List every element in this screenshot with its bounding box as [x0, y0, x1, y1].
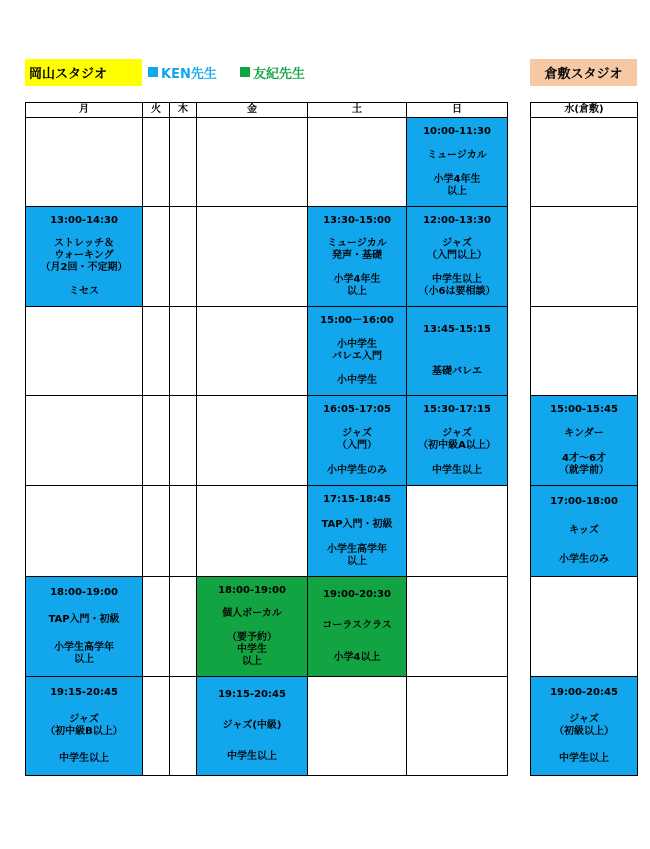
- class-entry: [531, 677, 637, 775]
- class-entry: [26, 577, 142, 676]
- class-time: 13:30-15:00: [323, 214, 391, 226]
- schedule-cell: [26, 307, 143, 396]
- class-target: 中学生以上: [432, 464, 482, 476]
- day-header-thu: 木: [170, 103, 197, 118]
- schedule-cell: [170, 396, 197, 486]
- class-target: 中学生以上: [559, 753, 609, 765]
- schedule-cell: [308, 307, 407, 396]
- schedule-cell: [197, 677, 308, 776]
- class-time: 15:30-17:15: [423, 404, 491, 416]
- schedule-cell: [308, 118, 407, 207]
- schedule-cell: [26, 118, 143, 207]
- kurashiki-row: [531, 118, 638, 207]
- class-name: ジャズ （初中級B以上）: [45, 713, 123, 737]
- class-name: ストレッチ＆ ウォーキング （月2回・不定期）: [40, 238, 128, 274]
- schedule-row: [26, 577, 508, 677]
- schedule-row: [26, 677, 508, 776]
- kurashiki-row: [531, 207, 638, 307]
- kurashiki-cell: [531, 396, 638, 486]
- class-name: キッズ: [569, 524, 599, 536]
- schedule-cell: [143, 577, 170, 677]
- schedule-cell: [170, 207, 197, 307]
- schedule-cell: [407, 677, 508, 776]
- kurashiki-cell: [531, 207, 638, 307]
- class-time: 19:00-20:30: [323, 588, 391, 600]
- class-name: コーラスクラス: [322, 620, 392, 632]
- legend-yuki: [240, 63, 305, 81]
- class-time: 12:00-13:30: [423, 214, 491, 226]
- schedule-row: [26, 207, 508, 307]
- schedule-cell: [26, 677, 143, 776]
- class-entry: [308, 486, 406, 576]
- class-time: 10:00-11:30: [423, 126, 491, 137]
- kurashiki-cell: [531, 118, 638, 207]
- class-time: 13:00-14:30: [50, 214, 118, 226]
- schedule-row: [26, 396, 508, 486]
- class-target: 小学生高学年 以上: [327, 543, 387, 567]
- class-target: （要予約） 中学生 以上: [227, 632, 277, 668]
- day-header-fri: 金: [197, 103, 308, 118]
- schedule-cell: [26, 486, 143, 577]
- day-header-mon: 月: [26, 103, 143, 118]
- schedule-cell: [308, 486, 407, 577]
- legend-ken-icon: [148, 67, 158, 77]
- class-entry: [26, 677, 142, 775]
- schedule-cell: [170, 577, 197, 677]
- class-target: 小中学生のみ: [327, 464, 387, 476]
- legend-ken-label: KEN先生: [161, 66, 217, 82]
- class-time: 19:15-20:45: [50, 686, 118, 698]
- class-name: TAP入門・初級: [48, 614, 120, 626]
- schedule-cell: [407, 118, 508, 207]
- schedule-cell: [143, 396, 170, 486]
- schedule-cell: [197, 207, 308, 307]
- kurashiki-schedule-table: [530, 102, 638, 776]
- day-header-tue: 火: [143, 103, 170, 118]
- schedule-cell: [407, 307, 508, 396]
- kurashiki-cell: [531, 307, 638, 396]
- class-name: ジャズ （初中級A以上）: [418, 428, 496, 452]
- day-header-sun: 日: [407, 103, 508, 118]
- class-name: ジャズ （入門）: [337, 428, 377, 452]
- class-target: 小中学生: [337, 375, 377, 386]
- schedule-row: [26, 307, 508, 396]
- class-target: 中学生以上: [227, 751, 277, 763]
- okayama-schedule-table: [25, 102, 508, 776]
- schedule-cell: [308, 677, 407, 776]
- class-entry: [531, 396, 637, 485]
- schedule-cell: [26, 577, 143, 677]
- okayama-studio-label: 岡山スタジオ: [29, 67, 108, 82]
- class-time: 18:00-19:00: [218, 584, 286, 596]
- class-time: 15:00-15:45: [550, 404, 618, 416]
- class-time: 17:15-18:45: [323, 494, 391, 506]
- schedule-cell: [170, 307, 197, 396]
- kurashiki-cell: [531, 577, 638, 677]
- schedule-cell: [407, 396, 508, 486]
- class-entry: [407, 396, 507, 485]
- class-entry: [308, 307, 406, 395]
- schedule-cell: [143, 486, 170, 577]
- class-time: 16:05-17:05: [323, 404, 391, 416]
- class-entry: [197, 577, 307, 676]
- class-name: 基礎バレエ: [432, 366, 482, 377]
- schedule-cell: [143, 677, 170, 776]
- kurashiki-cell: [531, 486, 638, 577]
- kurashiki-studio-label: 倉敷スタジオ: [544, 67, 623, 82]
- class-time: 19:00-20:45: [550, 686, 618, 698]
- schedule-cell: [26, 207, 143, 307]
- kurashiki-row: [531, 486, 638, 577]
- schedule-cell: [170, 486, 197, 577]
- class-name: 小中学生 バレエ入門: [332, 339, 382, 362]
- class-time: 19:15-20:45: [218, 688, 286, 700]
- legend-yuki-icon: [240, 67, 250, 77]
- kurashiki-cell: [531, 677, 638, 776]
- legend-yuki-label: 友紀先生: [253, 66, 306, 82]
- schedule-cell: [197, 118, 308, 207]
- schedule-cell: [143, 118, 170, 207]
- day-header-wed-kurashiki: 水(倉敷): [531, 103, 638, 118]
- class-target: ミセス: [69, 286, 99, 298]
- class-entry: [197, 677, 307, 775]
- kurashiki-row: [531, 577, 638, 677]
- class-target: 中学生以上: [59, 753, 109, 765]
- schedule-cell: [143, 207, 170, 307]
- legend-ken: [148, 63, 217, 81]
- class-name: 個人ボーカル: [222, 608, 282, 620]
- class-target: 中学生以上 （小6は要相談）: [418, 274, 496, 298]
- schedule-cell: [407, 486, 508, 577]
- class-name: キンダー: [564, 428, 604, 440]
- kurashiki-row: [531, 677, 638, 776]
- schedule-cell: [26, 396, 143, 486]
- schedule-row: [26, 118, 508, 207]
- class-time: 17:00-18:00: [550, 496, 618, 508]
- class-name: ジャズ （初級以上）: [554, 713, 614, 737]
- kurashiki-header-row: [531, 103, 638, 118]
- class-entry: [308, 577, 406, 676]
- schedule-cell: [197, 486, 308, 577]
- class-entry: [531, 486, 637, 576]
- schedule-cell: [197, 396, 308, 486]
- kurashiki-row: [531, 307, 638, 396]
- class-target: 4才～6才 （就学前）: [559, 452, 609, 476]
- schedule-cell: [197, 577, 308, 677]
- class-entry: [407, 307, 507, 395]
- class-target: 小学4年生 以上: [433, 174, 481, 197]
- schedule-cell: [308, 396, 407, 486]
- class-entry: [308, 396, 406, 485]
- schedule-cell: [308, 207, 407, 307]
- class-name: TAP入門・初級: [321, 518, 393, 530]
- class-target: 小学生高学年 以上: [54, 642, 114, 666]
- schedule-cell: [197, 307, 308, 396]
- schedule-cell: [308, 577, 407, 677]
- class-target: 小学4年生 以上: [333, 274, 381, 298]
- class-name: ミュージカル: [427, 150, 487, 161]
- class-time: 18:00-19:00: [50, 586, 118, 598]
- class-entry: [26, 207, 142, 306]
- schedule-row: [26, 486, 508, 577]
- kurashiki-row: [531, 396, 638, 486]
- schedule-cell: [170, 677, 197, 776]
- day-header-row: [26, 103, 508, 118]
- class-name: ミュージカル 発声・基礎: [327, 238, 387, 262]
- class-entry: [407, 118, 507, 206]
- schedule-cell: [143, 307, 170, 396]
- kurashiki-studio-badge: [530, 59, 637, 86]
- class-target: 小学4以上: [333, 652, 381, 664]
- okayama-studio-badge: [25, 59, 142, 86]
- class-entry: [407, 207, 507, 306]
- class-name: ジャズ(中級): [222, 719, 282, 731]
- schedule-cell: [170, 118, 197, 207]
- class-entry: [308, 207, 406, 306]
- schedule-cell: [407, 207, 508, 307]
- day-header-sat: 土: [308, 103, 407, 118]
- class-name: ジャズ （入門以上）: [427, 238, 487, 262]
- schedule-cell: [407, 577, 508, 677]
- class-target: 小学生のみ: [559, 553, 609, 565]
- class-time: 15:00－16:00: [320, 315, 394, 326]
- class-time: 13:45-15:15: [423, 324, 491, 335]
